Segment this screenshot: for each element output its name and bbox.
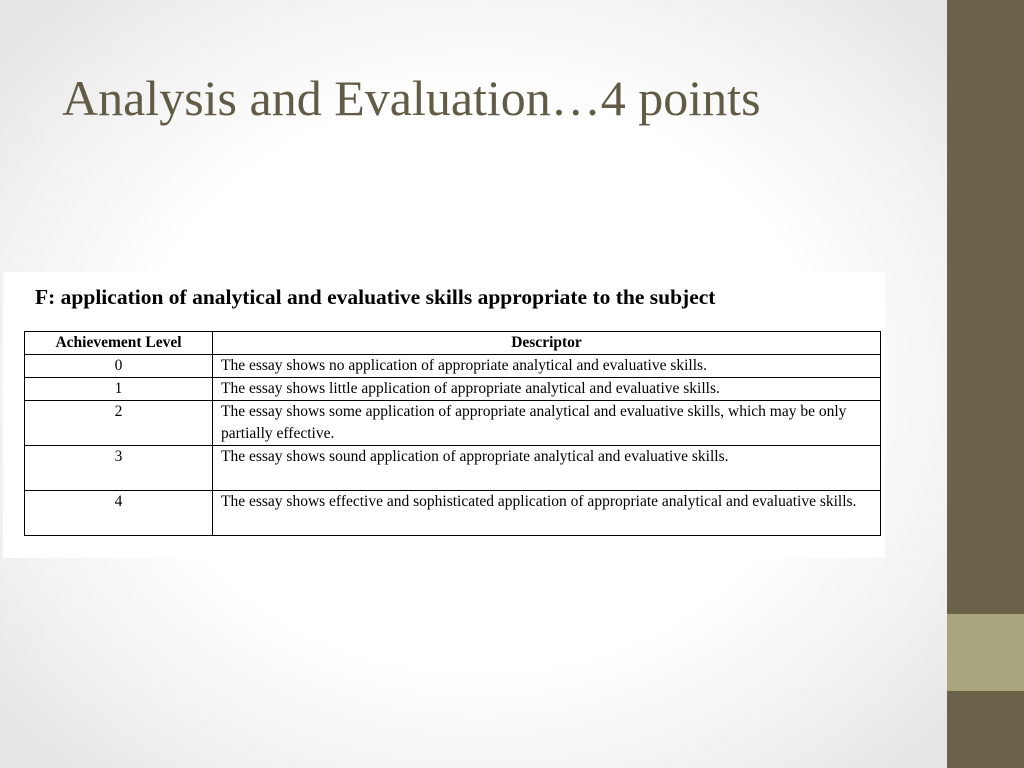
achievement-level-cell: 0 [25,355,213,378]
rubric-table-image [3,272,885,558]
side-decorative-band [947,0,1024,768]
descriptor-cell: The essay shows sound application of appropriate analytical and evaluative skills. [213,446,881,491]
rubric-heading: F: application of analytical and evaluative skills appropriate to the subject [35,285,716,309]
column-header-achievement-level: Achievement Level [25,332,213,355]
table-row [25,355,881,378]
achievement-level-cell: 3 [25,446,213,491]
rubric-table [24,331,881,536]
slide-title: Analysis and Evaluation…4 points [62,70,761,126]
descriptor-cell: The essay shows little application of appropriate analytical and evaluative skills. [213,378,881,401]
table-row [25,446,881,491]
achievement-level-cell: 4 [25,491,213,536]
descriptor-cell: The essay shows effective and sophisticated application of appropriate analytical and evaluative skills. [213,491,881,536]
table-header-row [25,332,881,355]
table-row [25,401,881,446]
table-row [25,378,881,401]
descriptor-cell: The essay shows some application of appropriate analytical and evaluative skills, which may be only partially effective. [213,401,881,446]
table-row [25,491,881,536]
column-header-descriptor: Descriptor [213,332,881,355]
achievement-level-cell: 2 [25,401,213,446]
achievement-level-cell: 1 [25,378,213,401]
side-accent-block [947,614,1024,691]
descriptor-cell: The essay shows no application of appropriate analytical and evaluative skills. [213,355,881,378]
